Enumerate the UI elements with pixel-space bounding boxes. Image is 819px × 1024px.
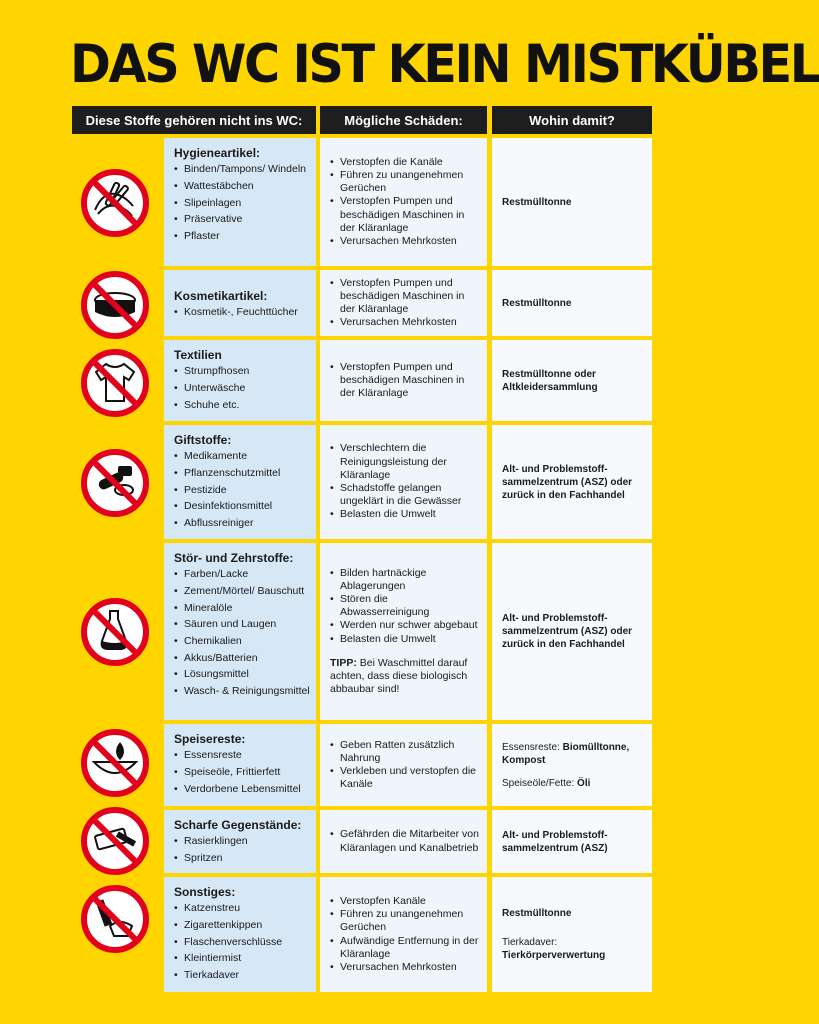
list-item: • Abflussreiniger	[174, 517, 310, 530]
damage-item: • Schadstoffe gelangen ungeklärt in die Gewässer	[330, 482, 479, 508]
damage-item: • Aufwändige Entfernung in der Kläranlage	[330, 935, 479, 961]
list-item: • Pflaster	[174, 230, 310, 243]
damage-item: • Führen zu unangenehmen Gerüchen	[330, 908, 479, 934]
no-textiles-icon	[80, 348, 150, 418]
list-item: • Strumpfhosen	[174, 365, 310, 378]
damage-item: • Belasten die Umwelt	[330, 508, 479, 521]
list-item: • Essensreste	[174, 749, 310, 762]
destination-label: Speiseöle/Fette:	[502, 777, 578, 789]
list-item: • Speiseöle, Frittierfett	[174, 766, 310, 779]
list-item: • Zement/Mörtel/ Bauschutt	[174, 585, 310, 598]
destination-text: Alt- und Problemstoff-sammelzentrum (ASZ) oder zurück in den Fachhandel	[502, 613, 633, 650]
list-item: • Kosmetik-, Feuchttücher	[174, 306, 310, 319]
list-item: • Rasierklingen	[174, 835, 310, 848]
list-item: • Tierkadaver	[174, 969, 310, 982]
destination-value: Biomülltonne, Kompost	[502, 741, 630, 766]
destination-label: Essensreste:	[502, 741, 563, 753]
list-item: • Medikamente	[174, 450, 310, 463]
destination-value: Tierkörperverwertung	[502, 950, 606, 961]
category-title: Speisereste:	[174, 732, 246, 746]
destination-line	[502, 907, 644, 920]
damage-item: • Verstopfen Kanäle	[330, 895, 479, 908]
category-title: Kosmetikartikel:	[174, 289, 268, 303]
list-item: • Farben/Lacke	[174, 568, 310, 581]
list-item: • Zigarettenkippen	[174, 919, 310, 932]
damage-item: • Verursachen Mehrkosten	[330, 235, 479, 248]
list-item: • Mineralöle	[174, 602, 310, 615]
category-title: Sonstiges:	[174, 885, 236, 899]
column-header-damages: Mögliche Schäden:	[320, 106, 487, 134]
list-item: • Spritzen	[174, 852, 310, 865]
no-hygiene-articles-icon	[80, 168, 150, 238]
destination-value: Öli	[577, 777, 591, 789]
damage-item: • Verursachen Mehrkosten	[330, 316, 479, 329]
list-item: • Pflanzenschutzmittel	[174, 467, 310, 480]
category-title: Scharfe Gegenstände:	[174, 818, 302, 832]
list-item: • Pestizide	[174, 484, 310, 497]
damage-item: • Verursachen Mehrkosten	[330, 961, 479, 974]
tip-note	[330, 657, 479, 697]
damage-item: • Werden nur schwer abgebaut	[330, 619, 479, 632]
list-item: • Lösungsmittel	[174, 668, 310, 681]
tip-label: TIPP:	[330, 656, 357, 669]
column-header-substances: Diese Stoffe gehören nicht ins WC:	[72, 106, 316, 134]
damage-item: • Gefährden die Mitarbeiter von Kläranlagen und Kanalbetrieb	[330, 828, 479, 854]
list-item: • Katzenstreu	[174, 902, 310, 915]
destination-label: Tierkadaver:	[502, 937, 558, 948]
category-title: Stör- und Zehrstoffe:	[174, 551, 294, 565]
damage-item: • Geben Ratten zusätzlich Nahrung	[330, 739, 479, 765]
category-title: Giftstoffe:	[174, 433, 232, 447]
damage-item: • Führen zu unangenehmen Gerüchen	[330, 169, 479, 195]
list-item: • Wasch- & Reinigungsmittel	[174, 685, 310, 698]
list-item: • Desinfektionsmittel	[174, 500, 310, 513]
category-title: Hygieneartikel:	[174, 146, 261, 160]
list-item: • Verdorbene Lebensmittel	[174, 783, 310, 796]
list-item: • Akkus/Batterien	[174, 652, 310, 665]
no-sharp-objects-icon	[80, 806, 150, 876]
damage-item: • Verstopfen die Kanäle	[330, 156, 479, 169]
page-title: DAS WC IST KEIN MISTKÜBEL	[70, 34, 819, 95]
list-item: • Wattestäbchen	[174, 180, 310, 193]
destination-text: Restmülltonne	[502, 196, 572, 208]
list-item: • Säuren und Laugen	[174, 618, 310, 631]
damage-item: • Bilden hartnäckige Ablagerungen	[330, 567, 479, 593]
no-food-leftovers-icon	[80, 728, 150, 798]
tip-text: Bei Waschmittel darauf achten, dass diese biologisch abbaubar sind!	[330, 656, 468, 696]
no-chemicals-icon	[80, 597, 150, 667]
list-item: • Flaschenverschlüsse	[174, 936, 310, 949]
column-header-destination: Wohin damit?	[492, 106, 652, 134]
damage-item: • Verstopfen Pumpen und beschädigen Maschinen in der Kläranlage	[330, 361, 479, 401]
category-title: Textilien	[174, 348, 222, 362]
destination-line	[502, 936, 644, 949]
destination-value: Restmülltonne	[502, 908, 572, 919]
destination-line	[502, 741, 644, 767]
destination-text: Alt- und Problemstoff-sammelzentrum (ASZ)	[502, 829, 608, 854]
destination-text: Alt- und Problemstoff-sammelzentrum (ASZ) oder zurück in den Fachhandel	[502, 463, 633, 501]
list-item: • Schuhe etc.	[174, 399, 310, 412]
list-item: • Kleintiermist	[174, 952, 310, 965]
list-item: • Binden/Tampons/ Windeln	[174, 163, 310, 176]
list-item: • Chemikalien	[174, 635, 310, 648]
destination-line	[502, 777, 644, 790]
destination-text: Restmülltonne oder Altkleidersammlung	[502, 368, 598, 393]
list-item: • Unterwäsche	[174, 382, 310, 395]
damage-item: • Verstopfen Pumpen und beschädigen Maschinen in der Kläranlage	[330, 277, 479, 317]
destination-text: Restmülltonne	[502, 297, 572, 309]
damage-item: • Verkleben und verstopfen die Kanäle	[330, 765, 479, 791]
list-item: • Slipeinlagen	[174, 197, 310, 210]
list-item: • Präservative	[174, 213, 310, 226]
no-misc-waste-icon	[80, 884, 150, 954]
no-cosmetic-wipes-icon	[80, 270, 150, 340]
damage-item: • Stören die Abwasserreinigung	[330, 593, 479, 619]
no-medication-icon	[80, 448, 150, 518]
damage-item: • Verstopfen Pumpen und beschädigen Maschinen in der Kläranlage	[330, 195, 479, 235]
damage-item: • Verschlechtern die Reinigungsleistung der Kläranlage	[330, 442, 479, 482]
damage-item: • Belasten die Umwelt	[330, 633, 479, 646]
